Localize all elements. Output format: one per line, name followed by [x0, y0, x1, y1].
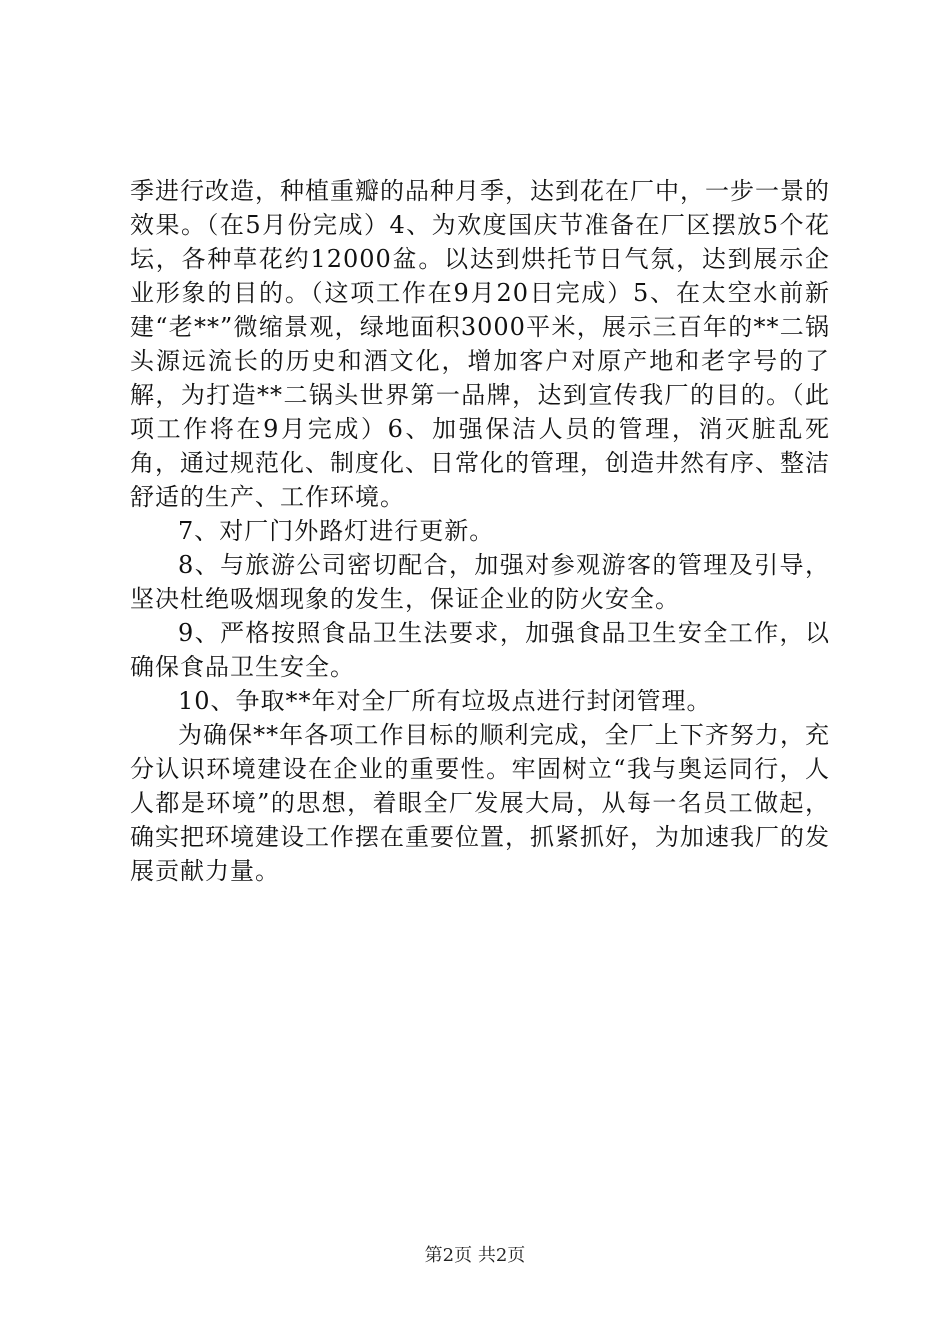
- paragraph-conclusion: 为确保**年各项工作目标的顺利完成，全厂上下齐努力，充分认识环境建设在企业的重要性。牢固树立“我与奥运同行，人人都是环境”的思想，着眼全厂发展大局，从每一名员工做起，确实把环境建设工作摆在重要位置，抓紧抓好，为加速我厂的发展贡献力量。: [130, 721, 830, 885]
- paragraph-item-9: 9、严格按照食品卫生法要求，加强食品卫生安全工作，以确保食品卫生安全。: [130, 619, 830, 681]
- page-footer: 第2页 共2页: [424, 1245, 526, 1266]
- paragraph-continuation: 季进行改造，种植重瓣的品种月季，达到花在厂中，一步一景的效果。（在5月份完成）4、为欢度国庆节准备在厂区摆放5个花坛，各种草花约12000盆。以达到烘托节日气氛，达到展示企业形象的目的。（这项工作在9月20日完成）5、在太空水前新建“老**”微缩景观，绿地面积3000平米，展示三百年的**二锅头源远流长的历史和酒文化，增加客户对原产地和老字号的了解，为打造**二锅头世界第一品牌，达到宣传我厂的目的。（此项工作将在9月完成）6、加强保洁人员的管理，消灭脏乱死角，通过规范化、制度化、日常化的管理，创造井然有序、整洁舒适的生产、工作环境。: [130, 177, 830, 511]
- document-body: [130, 174, 830, 888]
- paragraph-item-10: 10、争取**年对全厂所有垃圾点进行封闭管理。: [178, 687, 712, 715]
- paragraph-item-7: 7、对厂门外路灯进行更新。: [178, 517, 495, 545]
- paragraph-item-8: 8、与旅游公司密切配合，加强对参观游客的管理及引导，坚决杜绝吸烟现象的发生，保证企业的防火安全。: [130, 551, 830, 613]
